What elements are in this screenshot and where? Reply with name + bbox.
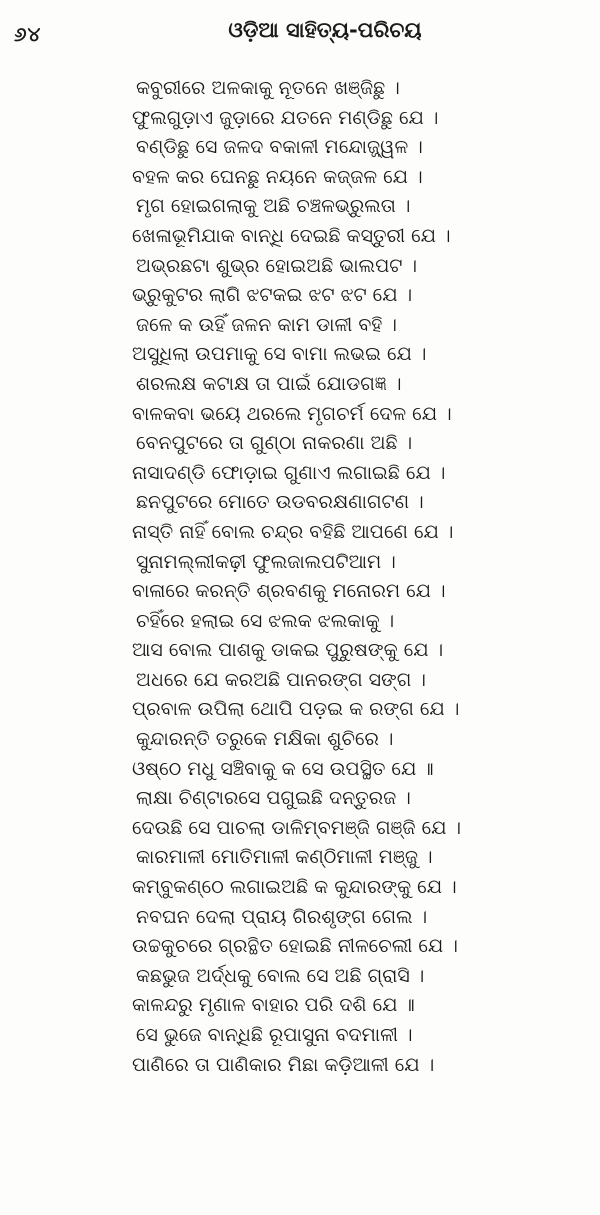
- verse-line: ପ୍ରବାଳ ଉପିଲା ଥୋପି ପଡ଼ଇ କ ରଙ୍ଗ ଯେ ।: [132, 698, 460, 721]
- verse-line: ଫୁଲଗୁଡ଼ାଏ ଜୁଡ଼ାରେ ଯତନେ ମଣ୍ଡିଛୁ ଯେ ।: [132, 106, 439, 129]
- verse-line: ଦେଉଛି ସେ ପାଚଲା ଡାଳିମ୍ବମଞ୍ଜି ଗଞ୍ଜି ଯେ ।: [132, 816, 462, 839]
- verse-line: ଓଷ୍ଠେ ମଧୁ ସଞ୍ଚିବାକୁ କ ସେ ଉପସ୍ଥିତ ଯେ ॥: [132, 757, 434, 780]
- verse-line: ବାଳାରେ କରନ୍ତି ଶ୍ରବଣକୁ ମନୋରମ ଯେ ।: [132, 580, 446, 603]
- verse-line: ଖେଳାଭୂମିଯାକ ବାନ୍ଧି ଦେଇଛି କସ୍ତୁରୀ ଯେ ।: [132, 224, 451, 247]
- verse-line: ଅଭ୍ରଛଟା ଶୁଭ୍ର ହୋଇଅଛି ଭାଲପଟ ।: [136, 254, 418, 277]
- verse-line: କବୁରୀରେ ଅଳକାକୁ ନୂତନେ ଖଞ୍ଜିଛୁ ।: [136, 77, 400, 99]
- verse-line: ବହଳ କର ଘେନଛୁ ନୟନେ କଜ୍ଜଳ ଯେ ।: [132, 165, 423, 188]
- verse-line: ଚହିଁରେ ହଲାଇ ସେ ଝଲକ ଝଲକାକୁ ।: [136, 609, 395, 632]
- verse-line: ନାସ୍ତି ନାହିଁ ବୋଲ ଚନ୍ଦ୍ର ବହିଛି ଆପଣେ ଯେ ।: [132, 520, 454, 543]
- verse-line: ବେନପୁଟରେ ତା ଗୁଣ୍ଠା ନାକରଣା ଅଛି ।: [136, 432, 413, 455]
- verse-line: କମ୍ବୁକଣ୍ଠେ ଲଗାଇଅଛି କ କୁନ୍ଦାରଙ୍କୁ ଯେ ।: [132, 876, 457, 899]
- verse-line: ସେ ଭୁଜେ ବାନ୍ଧିଛି ରୂପାସୁନା ବଦମାଳୀ ।: [136, 1024, 413, 1046]
- verse-line: ଛନପୁଟରେ ମୋତେ ଉଡବରକ୍ଷଣାଗଟଣ ।: [136, 491, 424, 514]
- verse-line: ନବଘନ ଦେଲା ପ୍ରାୟ ଗିରଶୃଙ୍ଗ ଗେଲ ।: [136, 905, 428, 928]
- verse-line: ଉଚ୍ଚକୁଚରେ ଗ୍ରନ୍ଥିତ ହୋଇଛି ନୀଳଚେଲୀ ଯେ ।: [132, 935, 458, 958]
- verse-line: ମୃଗ ହୋଇଗଲାକୁ ଅଛି ଚଞ୍ଚଳଭ୍ରୁଲତା ।: [136, 195, 411, 218]
- verse-line: ଅସୁଧିଲା ଉପମାକୁ ସେ ବାମା ଲଭଇ ଯେ ।: [132, 343, 427, 366]
- verse-line: କଛଭୁଜ ଅର୍ଦ୍ଧକୁ ବୋଲ ସେ ଅଛି ଗ୍ରାସି ।: [136, 964, 425, 987]
- verse-line: କାରମାଳୀ ମୋତିମାଳୀ କଣ୍ଠିମାଳୀ ମଞ୍ଜୁ ।: [136, 846, 433, 869]
- verse-line: କାଳନ୍ଦରୁ ମୃଣାଳ ବାହାର ପରି ଦଶି ଯେ ॥: [132, 994, 415, 1017]
- verse-line: ବାଳକବା ଭୟେ ଥରଲେ ମୃଗଚର୍ମ ଦେଳ ଯେ ।: [132, 402, 452, 425]
- verse-line: ଶରଲକ୍ଷ କଟାକ୍ଷ ତା ପାଇଁ ଯୋଡଗଜ୍ଞ ।: [136, 372, 402, 395]
- running-header: ଓଡ଼ିଆ ସାହିତ୍ୟ-ପରିଚୟ: [228, 18, 422, 42]
- verse-line: ବଣ୍ଡିଛୁ ସେ ଜଳଦ ବକାଳୀ ମନ୍ଦୋଜ୍ଜ୍ୱଳ ।: [136, 136, 423, 159]
- verse-line: ଭ୍ରୁକୁଟର ଲାଗି ଝଟକଇ ଝଟ ଝଟ ଯେ ।: [132, 284, 413, 307]
- verse-line: ଲାକ୍ଷା ଚିଣ୍ଟାରସେ ପଗୁଇଛି ଦନ୍ତୁରଜ ।: [136, 787, 411, 810]
- page-number: ୬୪: [14, 22, 42, 46]
- verse-line: ପାଣିରେ ତା ପାଣିକାର ମିଛା କଡ଼ିଆଳୀ ଯେ ।: [132, 1053, 435, 1076]
- verse-line: ଜଳେ କ ଉହିଁ ଜଳନ କାମ ଡାଳୀ ବହି ।: [136, 313, 397, 336]
- verse-line: ଅଧରେ ଯେ କରଅଛି ପାନରଙ୍ଗ ସଙ୍ଗ ।: [136, 668, 426, 691]
- verse-line: ଆସ ବୋଲ ପାଶକୁ ଡାକଇ ପୁରୁଷଙ୍କୁ ଯେ ।: [132, 639, 444, 662]
- verse-line: କୁନ୍ଦାରନ୍ତି ତରୁକେ ମକ୍ଷିକା ଶୁଚିରେ ।: [136, 728, 394, 751]
- verse-line: ସୁନାମଲ୍ଲୀକଢ଼ୀ ଫୁଲଜାଲପଟିଆମ ।: [136, 550, 396, 573]
- verse-list: [132, 74, 592, 1080]
- verse-line: ନାସାଦଣ୍ଡି ଫୋଡ଼ାଇ ଗୁଣାଏ ଲଗାଇଛି ଯେ ।: [132, 461, 446, 484]
